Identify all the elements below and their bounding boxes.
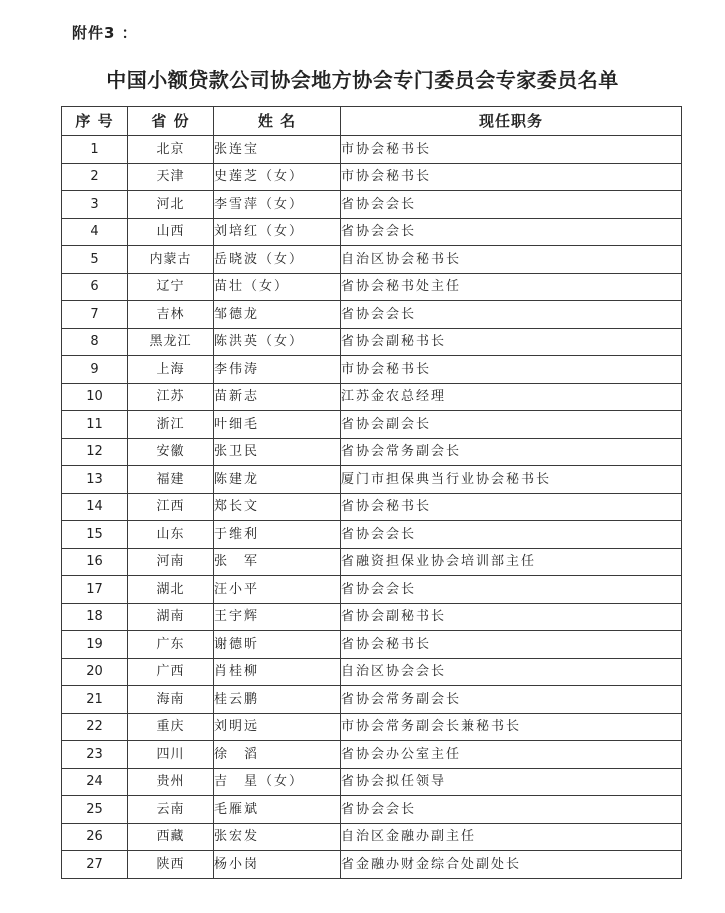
cell-position: 市协会秘书长 xyxy=(341,136,682,164)
cell-name: 陈建龙 xyxy=(214,466,341,494)
cell-name: 肖桂柳 xyxy=(214,658,341,686)
cell-name: 汪小平 xyxy=(214,576,341,604)
table-row xyxy=(62,548,682,576)
table-row xyxy=(62,493,682,521)
cell-province: 广东 xyxy=(128,631,214,659)
cell-seq: 8 xyxy=(62,328,128,356)
cell-position: 省协会会长 xyxy=(341,191,682,219)
cell-position: 省融资担保业协会培训部主任 xyxy=(341,548,682,576)
table-row xyxy=(62,383,682,411)
cell-position: 省协会办公室主任 xyxy=(341,741,682,769)
table-row xyxy=(62,576,682,604)
cell-position: 省协会副秘书长 xyxy=(341,603,682,631)
cell-province: 山东 xyxy=(128,521,214,549)
cell-seq: 22 xyxy=(62,713,128,741)
table-row xyxy=(62,191,682,219)
cell-name: 谢德昕 xyxy=(214,631,341,659)
header-name: 姓 名 xyxy=(214,107,341,136)
header-position: 现任职务 xyxy=(341,107,682,136)
cell-seq: 9 xyxy=(62,356,128,384)
cell-position: 省协会会长 xyxy=(341,301,682,329)
cell-name: 张卫民 xyxy=(214,438,341,466)
table-row xyxy=(62,301,682,329)
cell-seq: 19 xyxy=(62,631,128,659)
cell-seq: 23 xyxy=(62,741,128,769)
cell-position: 省协会副秘书长 xyxy=(341,328,682,356)
cell-position: 省协会会长 xyxy=(341,218,682,246)
cell-name: 王宇辉 xyxy=(214,603,341,631)
cell-province: 湖北 xyxy=(128,576,214,604)
cell-position: 省协会秘书长 xyxy=(341,631,682,659)
expert-roster-table xyxy=(61,106,682,879)
table-row xyxy=(62,851,682,879)
header-province: 省 份 xyxy=(128,107,214,136)
cell-position: 省协会会长 xyxy=(341,521,682,549)
table-row xyxy=(62,136,682,164)
cell-name: 陈洪英（女） xyxy=(214,328,341,356)
cell-province: 广西 xyxy=(128,658,214,686)
cell-province: 福建 xyxy=(128,466,214,494)
cell-position: 省金融办财金综合处副处长 xyxy=(341,851,682,879)
cell-name: 张宏发 xyxy=(214,823,341,851)
cell-province: 上海 xyxy=(128,356,214,384)
cell-position: 江苏金农总经理 xyxy=(341,383,682,411)
cell-province: 贵州 xyxy=(128,768,214,796)
table-row xyxy=(62,741,682,769)
table-row xyxy=(62,356,682,384)
cell-name: 李雪萍（女） xyxy=(214,191,341,219)
cell-name: 苗新志 xyxy=(214,383,341,411)
cell-position: 省协会会长 xyxy=(341,796,682,824)
cell-name: 徐 滔 xyxy=(214,741,341,769)
document-title: 中国小额贷款公司协会地方协会专门委员会专家委员名单 xyxy=(106,68,619,92)
cell-position: 省协会常务副会长 xyxy=(341,438,682,466)
table-row xyxy=(62,521,682,549)
table-row xyxy=(62,603,682,631)
cell-position: 省协会秘书处主任 xyxy=(341,273,682,301)
cell-name: 邹德龙 xyxy=(214,301,341,329)
table-row xyxy=(62,466,682,494)
cell-name: 桂云鹏 xyxy=(214,686,341,714)
cell-seq: 18 xyxy=(62,603,128,631)
cell-position: 省协会副会长 xyxy=(341,411,682,439)
cell-seq: 12 xyxy=(62,438,128,466)
attachment-label: 附件3 ： xyxy=(72,24,138,42)
cell-position: 自治区协会会长 xyxy=(341,658,682,686)
cell-position: 省协会拟任领导 xyxy=(341,768,682,796)
table-row xyxy=(62,328,682,356)
cell-province: 内蒙古 xyxy=(128,246,214,274)
cell-position: 市协会常务副会长兼秘书长 xyxy=(341,713,682,741)
cell-name: 叶细毛 xyxy=(214,411,341,439)
cell-province: 云南 xyxy=(128,796,214,824)
cell-seq: 14 xyxy=(62,493,128,521)
cell-seq: 15 xyxy=(62,521,128,549)
cell-province: 江西 xyxy=(128,493,214,521)
cell-name: 张连宝 xyxy=(214,136,341,164)
cell-name: 李伟涛 xyxy=(214,356,341,384)
cell-province: 湖南 xyxy=(128,603,214,631)
cell-name: 刘明远 xyxy=(214,713,341,741)
cell-province: 四川 xyxy=(128,741,214,769)
table-row xyxy=(62,796,682,824)
cell-seq: 24 xyxy=(62,768,128,796)
cell-seq: 16 xyxy=(62,548,128,576)
cell-seq: 13 xyxy=(62,466,128,494)
table-row xyxy=(62,768,682,796)
cell-name: 吉 星（女） xyxy=(214,768,341,796)
cell-province: 西藏 xyxy=(128,823,214,851)
cell-seq: 25 xyxy=(62,796,128,824)
cell-province: 浙江 xyxy=(128,411,214,439)
cell-name: 史莲芝（女） xyxy=(214,163,341,191)
cell-name: 张 军 xyxy=(214,548,341,576)
cell-position: 厦门市担保典当行业协会秘书长 xyxy=(341,466,682,494)
cell-province: 北京 xyxy=(128,136,214,164)
table-body xyxy=(62,136,682,879)
cell-province: 陕西 xyxy=(128,851,214,879)
cell-province: 安徽 xyxy=(128,438,214,466)
cell-position: 市协会秘书长 xyxy=(341,356,682,384)
cell-position: 自治区协会秘书长 xyxy=(341,246,682,274)
cell-province: 河南 xyxy=(128,548,214,576)
table-row xyxy=(62,823,682,851)
cell-province: 江苏 xyxy=(128,383,214,411)
cell-seq: 3 xyxy=(62,191,128,219)
cell-position: 市协会秘书长 xyxy=(341,163,682,191)
cell-name: 于维利 xyxy=(214,521,341,549)
table-header-row xyxy=(62,107,682,136)
cell-name: 刘培红（女） xyxy=(214,218,341,246)
cell-seq: 4 xyxy=(62,218,128,246)
cell-seq: 10 xyxy=(62,383,128,411)
cell-province: 辽宁 xyxy=(128,273,214,301)
cell-province: 吉林 xyxy=(128,301,214,329)
cell-seq: 17 xyxy=(62,576,128,604)
cell-province: 海南 xyxy=(128,686,214,714)
cell-position: 省协会常务副会长 xyxy=(341,686,682,714)
cell-province: 山西 xyxy=(128,218,214,246)
cell-name: 岳晓波（女） xyxy=(214,246,341,274)
cell-position: 自治区金融办副主任 xyxy=(341,823,682,851)
table-row xyxy=(62,218,682,246)
cell-seq: 21 xyxy=(62,686,128,714)
table-row xyxy=(62,411,682,439)
cell-province: 重庆 xyxy=(128,713,214,741)
table-row xyxy=(62,713,682,741)
cell-position: 省协会会长 xyxy=(341,576,682,604)
cell-name: 郑长文 xyxy=(214,493,341,521)
table-row xyxy=(62,631,682,659)
table-row xyxy=(62,686,682,714)
cell-seq: 27 xyxy=(62,851,128,879)
table-row xyxy=(62,438,682,466)
table-row xyxy=(62,163,682,191)
cell-seq: 20 xyxy=(62,658,128,686)
cell-seq: 26 xyxy=(62,823,128,851)
header-seq: 序 号 xyxy=(62,107,128,136)
table-row xyxy=(62,246,682,274)
table-row xyxy=(62,273,682,301)
cell-name: 杨小岗 xyxy=(214,851,341,879)
cell-province: 天津 xyxy=(128,163,214,191)
cell-seq: 2 xyxy=(62,163,128,191)
cell-name: 苗壮（女） xyxy=(214,273,341,301)
cell-province: 黑龙江 xyxy=(128,328,214,356)
cell-name: 毛雁斌 xyxy=(214,796,341,824)
cell-province: 河北 xyxy=(128,191,214,219)
cell-seq: 1 xyxy=(62,136,128,164)
cell-seq: 11 xyxy=(62,411,128,439)
cell-seq: 6 xyxy=(62,273,128,301)
cell-position: 省协会秘书长 xyxy=(341,493,682,521)
cell-seq: 5 xyxy=(62,246,128,274)
table-row xyxy=(62,658,682,686)
cell-seq: 7 xyxy=(62,301,128,329)
